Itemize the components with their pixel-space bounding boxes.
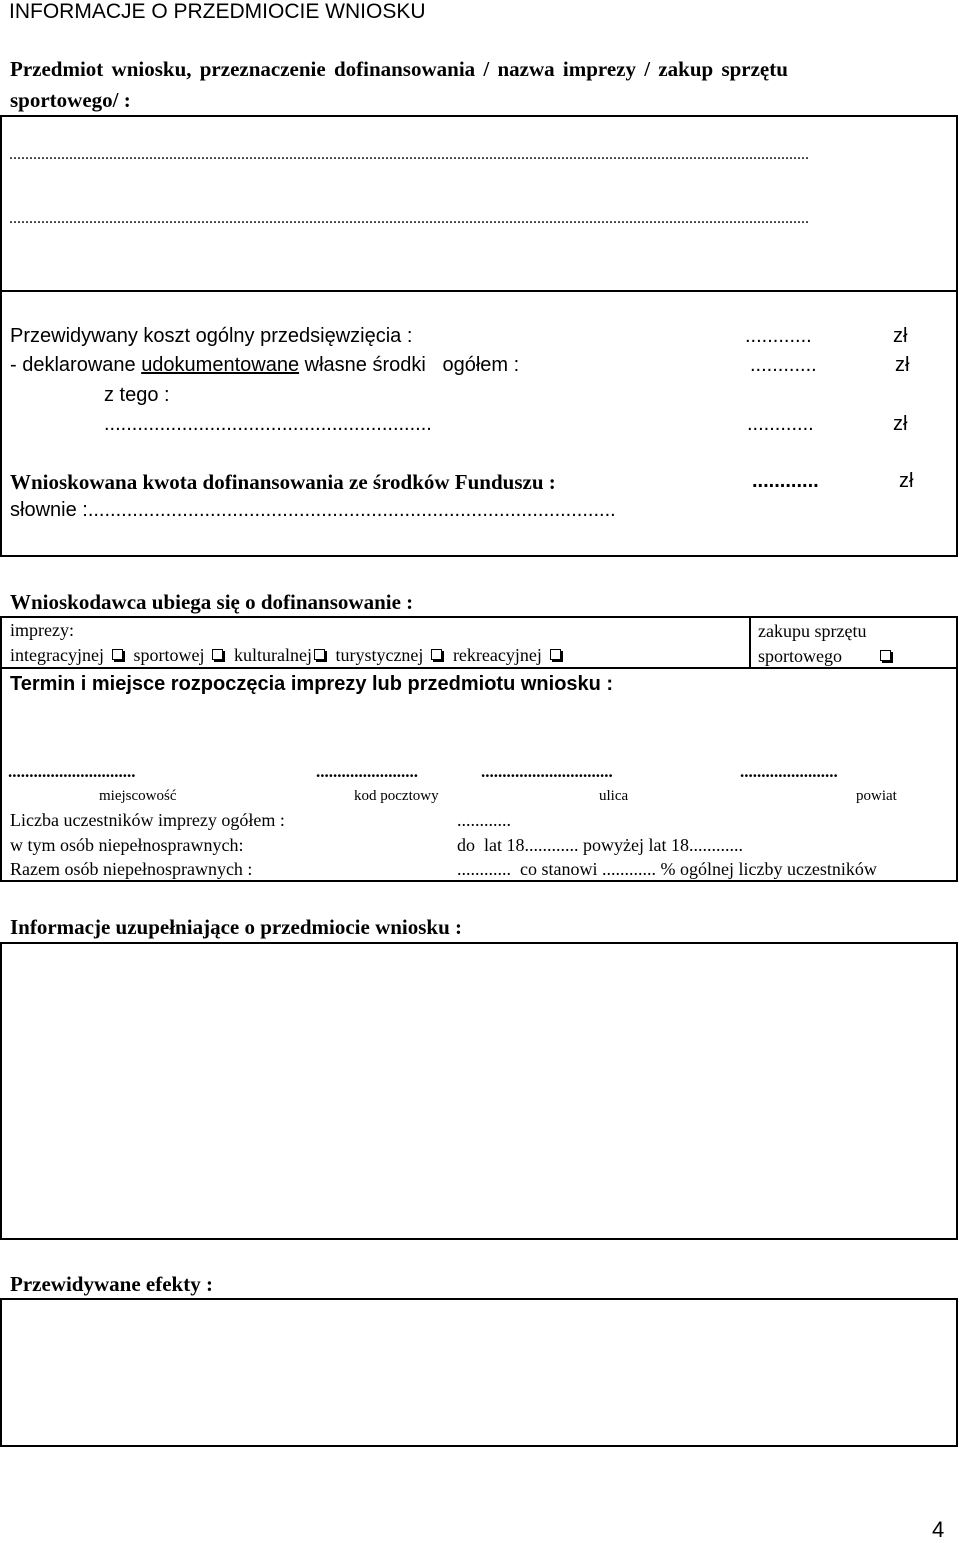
- event-type-turystyczna: turystycznej: [335, 645, 424, 665]
- own-funds-prefix: - deklarowane: [10, 354, 142, 376]
- of-which-currency: zł: [893, 413, 908, 435]
- requested-amount-label: Wnioskowana kwota dofinansowania ze środków Funduszu :: [10, 470, 556, 494]
- event-type-sportowa: sportowej: [133, 645, 205, 665]
- applicant-heading: Wnioskodawca ubiega się o dofinansowanie :: [10, 590, 414, 614]
- effects-heading: Przewidywane efekty :: [10, 1272, 213, 1296]
- subject-divider: [0, 290, 958, 292]
- event-type-kulturalna: kulturalnej: [233, 645, 312, 665]
- equipment-divider-v: [749, 616, 751, 669]
- additional-info-heading: Informacje uzupełniające o przedmiocie wniosku :: [10, 915, 463, 939]
- equipment-label-1: zakupu sprzętu: [758, 621, 867, 641]
- events-label: imprezy:: [10, 620, 74, 640]
- total-cost-currency: zł: [893, 325, 908, 347]
- of-which-dots[interactable]: ...........................................................: [104, 413, 432, 435]
- term-heading: Termin i miejsce rozpoczęcia imprezy lub przedmiotu wniosku :: [10, 673, 614, 695]
- address-dots-postcode[interactable]: ........................: [316, 762, 418, 781]
- address-label-county: powiat: [856, 788, 897, 804]
- own-funds-value[interactable]: ............: [750, 354, 817, 376]
- additional-info-box[interactable]: [0, 942, 958, 1240]
- total-cost-label: Przewidywany koszt ogólny przedsięwzięcia :: [10, 325, 413, 347]
- checkbox-integracyjna[interactable]: [112, 649, 123, 660]
- event-type-integracyjna: integracyjnej: [10, 645, 104, 665]
- subject-dots-2[interactable]: ........................................................................................................................................................................................................: [9, 210, 809, 227]
- address-label-postcode: kod pocztowy: [354, 788, 439, 804]
- amount-in-words-dots[interactable]: ...............................................................................................: [87, 499, 616, 521]
- address-dots-city[interactable]: ..............................: [8, 762, 136, 781]
- requested-amount-value[interactable]: ............: [752, 470, 819, 492]
- checkbox-rekreacyjna[interactable]: [550, 649, 561, 660]
- checkbox-kulturalna[interactable]: [314, 649, 325, 660]
- total-disabled-value[interactable]: ............ co stanowi ............ % ogólnej liczby uczestników: [457, 859, 877, 879]
- checkbox-equipment[interactable]: [880, 650, 891, 661]
- page-number: 4: [932, 1517, 945, 1542]
- address-dots-county[interactable]: .......................: [740, 762, 838, 781]
- subject-dots-1[interactable]: ........................................................................................................................................................................................................: [9, 146, 809, 163]
- of-which-value[interactable]: ............: [747, 413, 814, 435]
- subject-label-line1: Przedmiot wniosku, przeznaczenie dofinansowania / nazwa imprezy / zakup sprzętu: [10, 57, 788, 81]
- of-which-label: z tego :: [104, 384, 170, 406]
- equipment-label-text: sportowego: [758, 646, 842, 666]
- amount-in-words-label: słownie :: [10, 499, 88, 521]
- equipment-label-2: [758, 646, 897, 667]
- own-funds-suffix: własne środki ogółem :: [299, 354, 520, 376]
- disabled-label: w tym osób niepełnosprawnych:: [10, 835, 244, 855]
- own-funds-underlined: udokumentowane: [141, 354, 300, 376]
- address-label-city: miejscowość: [99, 788, 177, 804]
- page-title: INFORMACJE O PRZEDMIOCIE WNIOSKU: [9, 0, 426, 23]
- participants-value[interactable]: ............: [457, 810, 511, 830]
- total-cost-value[interactable]: ............: [745, 325, 812, 347]
- requested-amount-currency: zł: [899, 470, 914, 492]
- address-dots-street[interactable]: ...............................: [481, 762, 613, 781]
- checkbox-sportowa[interactable]: [212, 649, 223, 660]
- own-funds-currency: zł: [895, 354, 910, 376]
- checkbox-turystyczna[interactable]: [431, 649, 442, 660]
- equipment-divider-h: [0, 667, 958, 669]
- total-disabled-label: Razem osób niepełnosprawnych :: [10, 859, 253, 879]
- own-funds-label: [10, 354, 519, 377]
- address-label-street: ulica: [599, 788, 629, 804]
- effects-box[interactable]: [0, 1298, 958, 1447]
- disabled-value[interactable]: do lat 18............ powyżej lat 18............: [457, 835, 743, 855]
- amount-in-words[interactable]: [10, 499, 616, 522]
- participants-label: Liczba uczestników imprezy ogółem :: [10, 810, 285, 830]
- event-type-rekreacyjna: rekreacyjnej: [452, 645, 542, 665]
- event-types-row: [10, 645, 567, 666]
- subject-label-line2: sportowego/ :: [10, 88, 131, 112]
